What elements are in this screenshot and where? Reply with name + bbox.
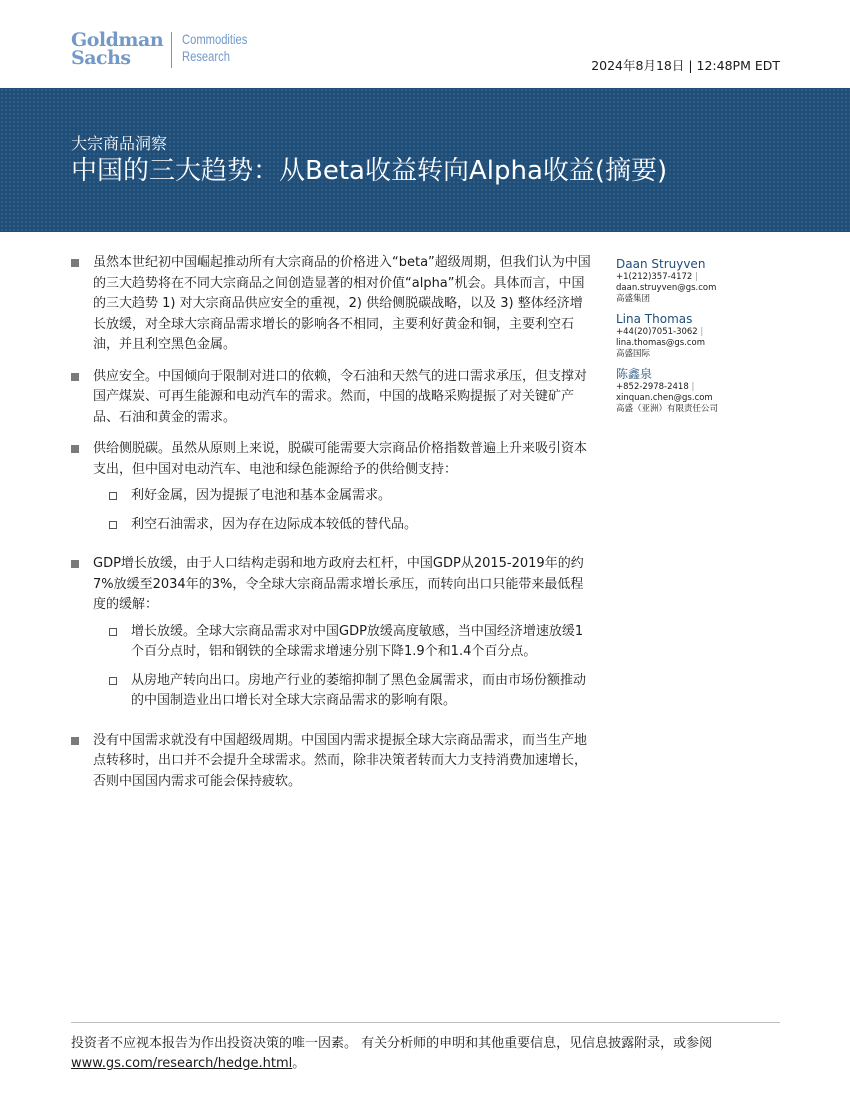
logo-unit-line2: Research <box>182 48 231 64</box>
summary-content <box>71 253 591 803</box>
sub-bullet-text: 从房地产转向出口。房地产行业的萎缩抑制了黑色金属需求，而由市场份额推动的中国制造业出口增长对全球大宗商品需求的影响有限。 <box>131 672 587 708</box>
hollow-square-bullet-icon <box>109 677 117 685</box>
author-email[interactable]: daan.struyven@gs.com <box>616 283 717 293</box>
sub-bullet-text: 利好金属，因为提振了电池和基本金属需求。 <box>131 488 392 503</box>
square-bullet-icon <box>71 560 79 568</box>
hollow-square-bullet-icon <box>109 628 117 636</box>
hollow-square-bullet-icon <box>109 521 117 529</box>
logo-wordmark <box>71 31 163 67</box>
author-name: Lina Thomas <box>616 312 693 326</box>
author-list <box>616 257 786 422</box>
hollow-square-bullet-icon <box>109 492 117 500</box>
square-bullet-icon <box>71 259 79 267</box>
footer-divider <box>71 1022 780 1023</box>
sub-bullet-item <box>93 486 591 507</box>
logo-unit-line1: Commodities <box>182 31 248 47</box>
bullet-item <box>71 367 591 429</box>
logo-line1: Goldman <box>71 29 164 51</box>
author-firm: 高盛国际 <box>616 349 651 359</box>
logo-unit <box>182 31 247 65</box>
author-firm: 高盛（亚洲）有限责任公司 <box>616 404 719 414</box>
sub-bullet-text: 利空石油需求，因为存在边际成本较低的替代品。 <box>131 516 418 532</box>
disclaimer <box>71 1034 780 1074</box>
report-title: 中国的三大趋势：从Beta收益转向Alpha收益(摘要) <box>71 156 668 186</box>
bullet-item <box>71 253 591 356</box>
report-date: 2024年8月18日 | 12:48PM EDT <box>591 58 780 73</box>
bullet-text: 没有中国需求就没有中国超级周期。中国国内需求提振全球大宗商品需求，而当生产地点转移时，出口并不会提升全球需求。然而，除非决策者转而大力支持消费加速增长，否则中国国内需求可能会保持疲软。 <box>93 732 588 789</box>
sub-bullet-list <box>93 622 591 712</box>
sub-bullet-item <box>93 515 591 536</box>
disclosure-link[interactable]: www.gs.com/research/hedge.html <box>71 1056 293 1071</box>
sub-bullet-list <box>93 486 591 535</box>
disclaimer-text: 投资者不应视本报告为作出投资决策的唯一因素。 有关分析师的申明和其他重要信息，见信息披露附录，或参阅 <box>71 1036 713 1051</box>
square-bullet-icon <box>71 445 79 453</box>
author-name: Daan Struyven <box>616 257 706 271</box>
bullet-text: 虽然本世纪初中国崛起推动所有大宗商品的价格进入“beta”超级周期，但我们认为中国的三大趋势将在不同大宗商品之间创造显著的相对价值“alpha”机会。具体而言，中国的三大趋势 1) 对大宗商品供应安全的重视，2) 供给侧脱碳战略，以及 3) 整体经济增长放缓，对全球大宗商品需求增长的影响各不相同，主要利好黄金和铜，主要利空石油，并且利空黑色金属。 <box>93 255 591 352</box>
bullet-item <box>71 554 591 720</box>
author-card: Daan Struyven +1(212)357-4172 | daan.struyven@gs.com 高盛集团 <box>616 257 786 305</box>
square-bullet-icon <box>71 737 79 745</box>
logo-line2: Sachs <box>71 47 131 69</box>
bullet-text: GDP增长放缓，由于人口结构走弱和地方政府去杠杆，中国GDP从2015-2019年的约7%放缓至2034年的3%，令全球大宗商品需求增长承压，而转向出口只能带来最低程度的缓解： <box>93 556 584 612</box>
bullet-text: 供给侧脱碳。虽然从原则上来说，脱碳可能需要大宗商品价格指数普遍上升来吸引资本支出，但中国对电动汽车、电池和绿色能源给予的供给侧支持： <box>93 441 588 477</box>
sub-bullet-item <box>93 622 591 663</box>
disclaimer-end: 。 <box>292 1056 306 1071</box>
author-phone: +852-2978-2418 <box>616 382 689 392</box>
bullet-text: 供应安全。中国倾向于限制对进口的依赖，令石油和天然气的进口需求承压，但支撑对国产煤炭、可再生能源和电动汽车的需求。然而，中国的战略采购提振了对关键矿产品、石油和黄金的需求。 <box>93 368 588 425</box>
square-bullet-icon <box>71 373 79 381</box>
author-email[interactable]: lina.thomas@gs.com <box>616 338 706 348</box>
author-card: 陈鑫泉 +852-2978-2418 | xinquan.chen@gs.com 高盛（亚洲）有限责任公司 <box>616 367 786 415</box>
bullet-item <box>71 731 591 793</box>
goldman-sachs-logo <box>71 31 264 68</box>
logo-divider <box>171 32 172 68</box>
report-series: 大宗商品洞察 <box>71 134 168 153</box>
author-email[interactable]: xinquan.chen@gs.com <box>616 393 713 403</box>
bullet-item <box>71 439 591 543</box>
author-card: Lina Thomas +44(20)7051-3062 | lina.thomas@gs.com 高盛国际 <box>616 312 786 360</box>
author-name: 陈鑫泉 <box>616 367 653 381</box>
author-phone: +1(212)357-4172 <box>616 272 693 282</box>
author-firm: 高盛集团 <box>616 294 651 304</box>
sub-bullet-text: 增长放缓。全球大宗商品需求对中国GDP放缓高度敏感，当中国经济增速放缓1个百分点时，铝和钢铁的全球需求增速分别下降1.9个和1.4个百分点。 <box>131 623 584 659</box>
author-phone: +44(20)7051-3062 <box>616 327 698 337</box>
sub-bullet-item <box>93 671 591 712</box>
